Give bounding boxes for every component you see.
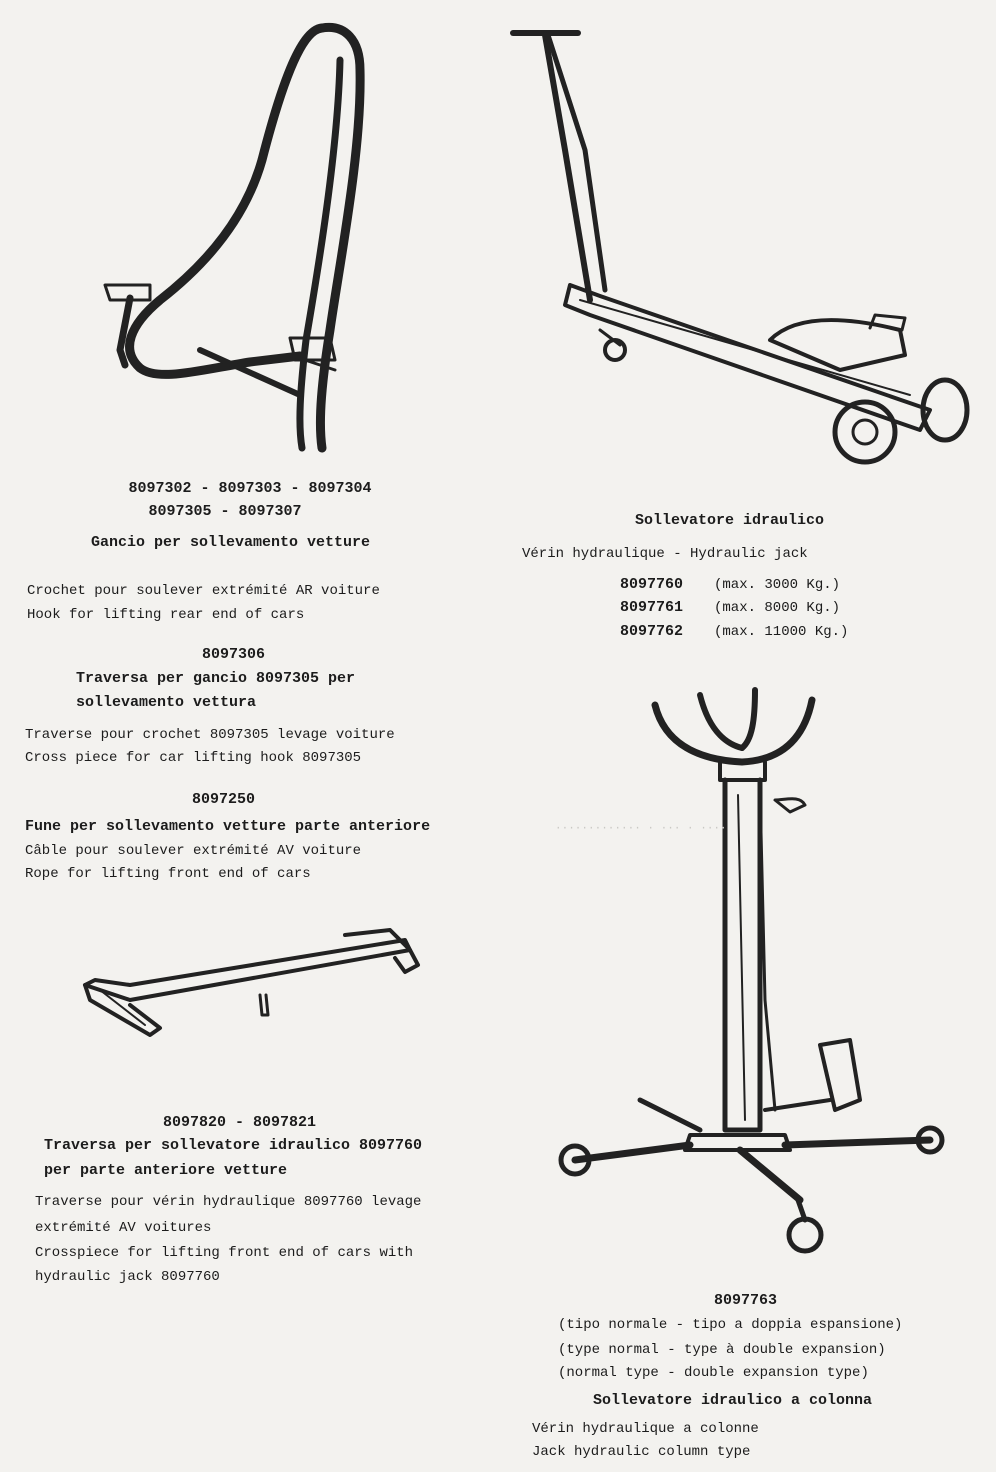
model-code: 8097761 bbox=[620, 599, 684, 616]
column-jack-description-en: Jack hydraulic column type bbox=[532, 1444, 751, 1460]
column-jack-variant-fr: (type normal - type à double expansion) bbox=[558, 1342, 886, 1358]
traverse-hook-code: 8097306 bbox=[202, 646, 266, 663]
traverse-hook-description-fr: Traverse pour crochet 8097305 levage voiture bbox=[25, 727, 395, 743]
crosspiece-description-fr-line2: extrémité AV voitures bbox=[35, 1220, 212, 1236]
hydraulic-jack-subtitle: Vérin hydraulique - Hydraulic jack bbox=[522, 546, 808, 562]
hook-description-fr: Crochet pour soulever extrémité AR voiture bbox=[27, 583, 380, 599]
crosspiece-description-en-line1: Crosspiece for lifting front end of cars with bbox=[35, 1245, 414, 1261]
model-capacity: (max. 3000 Kg.) bbox=[714, 577, 841, 593]
model-capacity: (max. 11000 Kg.) bbox=[714, 624, 849, 640]
crosspiece-description-en-line2: hydraulic jack 8097760 bbox=[35, 1269, 220, 1285]
rope-code: 8097250 bbox=[192, 791, 256, 808]
bleed-through-text: ············· · ··· · ···· bbox=[555, 823, 727, 835]
crosspiece-title-line2: per parte anteriore vetture bbox=[44, 1162, 288, 1179]
rope-description-fr: Câble pour soulever extrémité AV voiture bbox=[25, 843, 362, 859]
hook-title: Gancio per sollevamento vetture bbox=[91, 534, 371, 551]
hook-codes-line2: 8097305 - 8097307 bbox=[148, 503, 302, 520]
hook-codes-line1: 8097302 - 8097303 - 8097304 bbox=[128, 480, 372, 497]
traverse-hook-title-line2: sollevamento vettura bbox=[76, 694, 257, 711]
rope-description-en: Rope for lifting front end of cars bbox=[25, 866, 311, 882]
hydraulic-jack-models bbox=[620, 576, 920, 648]
column-jack-description-fr: Vérin hydraulique a colonne bbox=[532, 1421, 759, 1437]
column-jack-variant-it: (tipo normale - tipo a doppia espansione) bbox=[558, 1317, 903, 1333]
rope-title: Fune per sollevamento vetture parte anteriore bbox=[25, 818, 431, 835]
hook-description-en: Hook for lifting rear end of cars bbox=[27, 607, 305, 623]
traverse-hook-title-line1: Traversa per gancio 8097305 per bbox=[76, 670, 356, 687]
column-jack-code: 8097763 bbox=[714, 1292, 778, 1309]
crosspiece-title-line1: Traversa per sollevatore idraulico 8097760 bbox=[44, 1137, 423, 1154]
traverse-hook-description-en: Cross piece for car lifting hook 8097305 bbox=[25, 750, 362, 766]
column-jack-variant-en: (normal type - double expansion type) bbox=[558, 1365, 869, 1381]
crosspiece-codes: 8097820 - 8097821 bbox=[163, 1114, 317, 1131]
crosspiece-description-fr-line1: Traverse pour vérin hydraulique 8097760 levage bbox=[35, 1194, 422, 1210]
model-code: 8097760 bbox=[620, 576, 684, 593]
hydraulic-jack-title: Sollevatore idraulico bbox=[635, 512, 825, 529]
model-capacity: (max. 8000 Kg.) bbox=[714, 600, 841, 616]
column-jack-title: Sollevatore idraulico a colonna bbox=[593, 1392, 873, 1409]
model-code: 8097762 bbox=[620, 623, 684, 640]
